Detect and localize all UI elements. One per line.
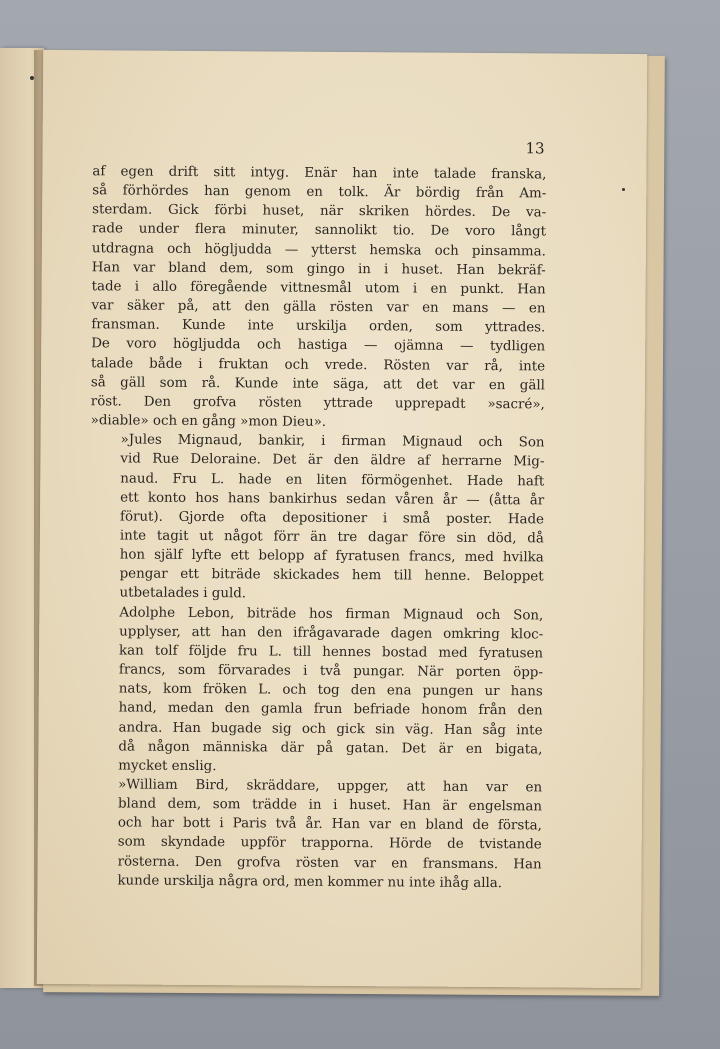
paragraph	[89, 430, 544, 606]
text-line: »William Bird, skräddare, uppger, att han var en	[118, 777, 543, 796]
text-line: utdragna och högljudda — ytterst hemska och pinsamma.	[91, 240, 546, 260]
text-line: pengar ett biträde skickades hem till henne. Beloppet	[119, 566, 544, 585]
text-line: De voro högljudda och hastiga — ojämna — tydligen	[91, 336, 546, 355]
text-line: bland dem, som trädde in i huset. Han är engelsman	[117, 796, 543, 815]
text-line: sterdam. Gick förbi huset, när skriken hördes. De va-	[92, 202, 547, 221]
text-line: röst. Den grofva rösten yttrade upprepadt »sacré»,	[90, 394, 545, 413]
text-line: fransman. Kunde inte urskilja orden, som yttrades.	[91, 317, 546, 336]
text-line: tade i allo föregående vittnesmål utom i en punkt. Han	[91, 279, 546, 298]
text-line: rade under flera minuter, sannolikt tio. De voro långt	[91, 221, 547, 240]
text-line: Han var bland dem, som gingo in i huset. Han bekräf-	[91, 260, 546, 279]
text-line: mycket enslig.	[118, 758, 217, 774]
text-line: så gäll som rå. Kunde inte säga, att det var en gäll	[90, 374, 545, 394]
text-line: rösterna. Den grofva rösten var en fransmans. Han	[117, 854, 542, 873]
text-line: Adolphe Lebon, biträde hos firman Mignaud och Son,	[119, 605, 544, 624]
dust-speck	[622, 188, 625, 191]
text-line: »Jules Mignaud, bankir, i firman Mignaud och Son	[120, 432, 545, 451]
text-line: naud. Fru L. hade en liten förmögenhet. Hade haft	[120, 470, 545, 489]
text-line: som skyndade uppför trapporna. Hörde de tvistande	[117, 834, 542, 853]
book-page	[37, 50, 648, 988]
text-line: ett konto hos hans bankirhus sedan våren år — (åtta år	[120, 490, 545, 509]
text-line: af egen drift sitt intyg. Enär han inte talade franska,	[92, 164, 547, 183]
dust-speck	[30, 76, 34, 80]
paragraph	[91, 162, 547, 433]
text-line: upplyser, att han den ifrågavarade dagen omkring kloc-	[119, 624, 544, 643]
text-line: inte tagit ut något förr än tre dagar före sin död, då	[119, 528, 544, 547]
page-number: 13	[525, 139, 545, 158]
text-line: talade både i fruktan och vrede. Rösten var rå, inte	[91, 355, 546, 374]
text-line: hand, medan den gamla frun befriade honom från den	[118, 700, 543, 719]
paragraph	[87, 775, 542, 893]
text-line: vid Rue Deloraine. Det är den äldre af herrarne Mig-	[120, 451, 545, 470]
paragraph	[88, 603, 543, 779]
text-line: »diable» och en gång »mon Dieu».	[90, 413, 327, 430]
text-line: kan tolf följde fru L. till hennes bostad med fyratusen	[119, 643, 544, 662]
text-line: och har bott i Paris två år. Han var en bland de första,	[117, 815, 542, 834]
text-line: francs, som förvarades i två pungar. När porten öpp-	[118, 662, 543, 681]
text-line: andra. Han bugade sig och gick sin väg. Han såg inte	[118, 719, 543, 738]
text-line: var säker på, att den gälla rösten var en mans — en	[91, 298, 546, 317]
text-line: hon själf lyfte ett belopp af fyratusen francs, med hvilka	[119, 547, 544, 566]
text-line: så förhördes han genom en tolk. Är bördig från Am-	[92, 183, 547, 202]
text-line: kunde urskilja några ord, men kommer nu inte ihåg alla.	[117, 873, 503, 891]
body-text	[87, 162, 546, 893]
text-line: nats, kom fröken L. och tog den ena pungen ur hans	[118, 681, 543, 700]
text-line: då någon människa där på gatan. Det är en bigata,	[118, 739, 543, 758]
text-line: utbetalades i guld.	[119, 585, 247, 602]
text-line: förut). Gjorde ofta depositioner i små poster. Hade	[119, 509, 545, 528]
